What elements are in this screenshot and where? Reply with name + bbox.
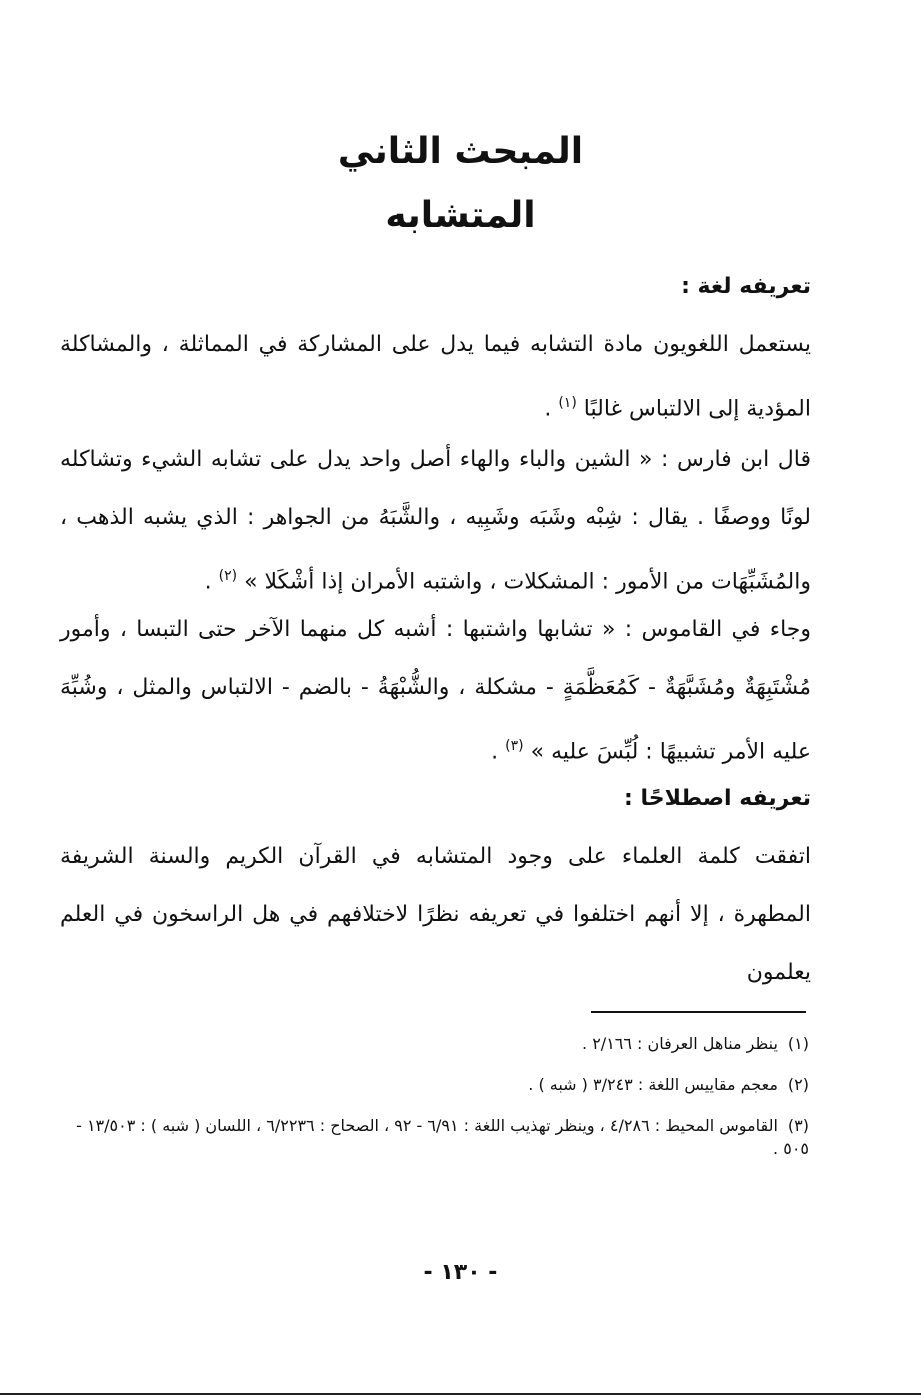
section-heading-istilah: تعريفه اصطلاحًا : [624,786,811,811]
paragraph-lugha-3 [60,601,811,781]
page-bottom-edge [0,1393,921,1395]
paragraph-text: قال ابن فارس : « الشين والباء والهاء أصل واحد يدل على تشابه الشيء وتشاكله لونًا ووصفًا . يقال : شِبْه وشَبَه وشَبِيه ، والشَّبَهُ من الجواهر : الذي يشبه الذهب ، والمُشَبِّهَات من الأمور : المشكلات ، واشتبه الأمران إذا أشْكَلا » [60,447,811,595]
footnote-1 [60,1032,809,1055]
chapter-title: المبحث الثاني [337,131,584,172]
paragraph-end: . [204,569,219,595]
paragraph-text: وجاء في القاموس : « تشابها واشتبها : أشبه كل منهما الآخر حتى التبسا ، وأمور مُشْتَبِهَةٌ ومُشَبَّهَةٌ - كَمُعَظَّمَةٍ - مشكلة ، والشُّبْهَةُ - بالضم - الالتباس والمثل ، وشُبِّهَ عليه الأمر تشبيهًا : لُبِّسَ عليه » [60,617,811,765]
paragraph-lugha-1 [60,316,811,438]
paragraph-end: . [491,739,506,765]
footnote-2 [60,1073,809,1096]
footnote-ref-2: (٢) [218,568,238,584]
footnote-number: (٣) [787,1116,809,1135]
paragraph-text: يستعمل اللغويون مادة التشابه فيما يدل على المشاركة في المماثلة ، والمشاكلة المؤدية إلى الالتباس غالبًا [60,332,811,422]
footnote-number: (٢) [787,1075,809,1094]
footnote-text: معجم مقاييس اللغة : ٣/٢٤٣ ( شبه ) . [528,1075,778,1094]
paragraph-istilah-1: اتفقت كلمة العلماء على وجود المتشابه في القرآن الكريم والسنة الشريفة المطهرة ، إلا أنهم اختلفوا في تعريفه نظرًا لاختلافهم في هل الراسخون في العلم يعلمون [60,844,811,985]
footnote-number: (١) [787,1034,809,1053]
chapter-subtitle: المتشابه [385,195,536,236]
page-number: - ١٣٠ - [423,1260,498,1285]
section-heading-lugha: تعريفه لغة : [681,274,811,299]
footnote-divider [591,1011,806,1013]
footnotes-list [60,1032,809,1178]
footnote-text: ينظر مناهل العرفان : ٢/١٦٦ . [582,1034,778,1053]
footnote-text: القاموس المحيط : ٤/٢٨٦ ، وينظر تهذيب اللغة : ٦/٩١ - ٩٢ ، الصحاح : ٦/٢٢٣٦ ، اللسان ( شبه ) : ١٣/٥٠٣ - ٥٠٥ . [76,1116,809,1158]
paragraph-end: . [544,396,559,422]
footnote-3 [60,1114,809,1160]
footnote-ref-1: (١) [558,395,577,411]
footnote-ref-3: (٣) [505,738,524,754]
paragraph-lugha-2 [60,431,811,611]
